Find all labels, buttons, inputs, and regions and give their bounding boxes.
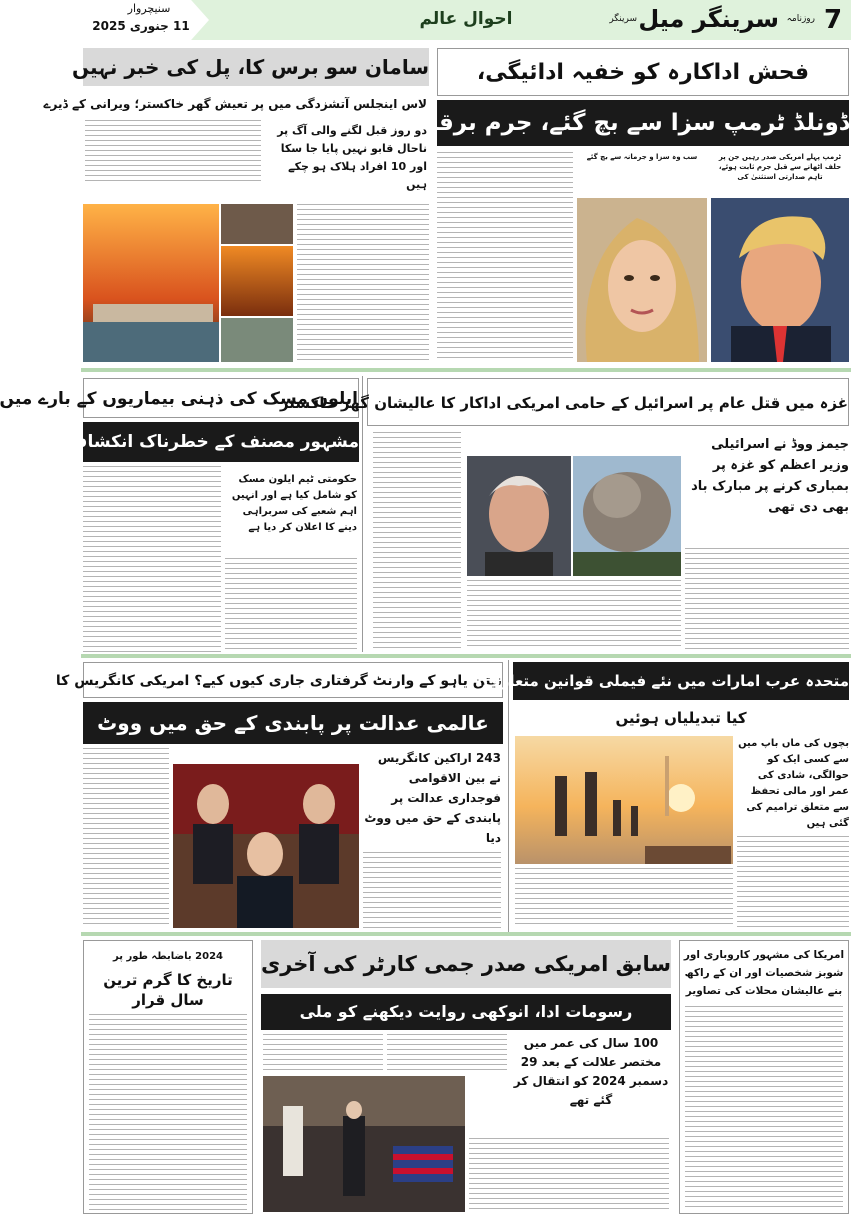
trump-headline: ڈونلڈ ٹرمپ سزا سے بچ گئے، جرم برقرار (437, 100, 849, 146)
uae-photo (515, 736, 733, 864)
netanyahu-body-text-1 (83, 748, 169, 928)
woods-body-text-3 (685, 548, 849, 650)
musk-headline: مشہور مصنف کے خطرناک انکشافات (83, 422, 359, 462)
musk-kicker: ایلون مسک کی ذہنی بیماریوں کے بارے میں (83, 378, 359, 418)
trump-kicker: فحش اداکارہ کو خفیہ ادائیگی، (437, 48, 849, 96)
netanyahu-kicker: نیتن یاہو کے وارنٹ گرفتاری جاری کیوں کیے؟ امریکی کانگریس کا (83, 662, 503, 698)
carter-body-text-1 (263, 1034, 383, 1074)
rule-3 (81, 932, 851, 936)
hottest-headline: تاریخ کا گرم ترین سال قرار (103, 971, 233, 1009)
fire-photo-main (83, 204, 219, 362)
rule-2 (81, 654, 851, 658)
fire-photo-bottom (221, 318, 293, 362)
paper-name: سرینگر میل (638, 5, 779, 33)
fire-photo-mid (221, 246, 293, 316)
date-label: 11 جنوری 2025 (92, 19, 190, 33)
hottest-kicker: 2024 باضابطہ طور پر (113, 951, 223, 962)
woods-photo (467, 456, 571, 576)
musk-callout: حکومتی ٹیم ایلون مسک کو شامل کیا ہے اور انہیں اہم شعبے کی سربراہی دینے کا اعلان کر دیا ہے (231, 474, 357, 533)
woods-body-text-1 (373, 432, 461, 650)
paper-prefix: روزنامہ (786, 14, 815, 24)
woods-headline: غزہ میں قتل عام پر اسرائیل کے حامی امریکی اداکار کا عالیشان گھر خاکستر (367, 378, 849, 426)
paper-city: سرینگر (609, 14, 637, 24)
netanyahu-callout: 243 اراکین کانگریس نے بین الاقوامی فوجداری عدالت پر پابندی کے حق میں ووٹ دیا (364, 751, 501, 845)
rule-v-2 (508, 660, 509, 932)
fire-intro-text (85, 120, 261, 182)
uae-subhead: کیا تبدیلیاں ہوئیں (615, 709, 747, 727)
fire-photo-top (221, 204, 293, 244)
smoke-photo (573, 456, 681, 576)
carter-headline: سابق امریکی صدر جمی کارٹر کی آخری (261, 940, 671, 988)
woods-body-text-2 (467, 580, 681, 650)
rule-1 (81, 368, 851, 372)
uae-body-text-1 (737, 836, 849, 928)
trump-body-text (437, 152, 573, 360)
woods-callout: جیمز ووڈ نے اسرائیلی وزیر اعظم کو غزہ پر بمباری کرنے پر مبارک باد بھی دی تھی (691, 437, 849, 515)
musk-body-text-2 (225, 558, 357, 652)
carter-callout: 100 سال کی عمر میں مختصر علالت کے بعد 29 دسمبر 2024 کو انتقال کر گئے تھے (513, 1036, 669, 1107)
uae-headline: متحدہ عرب امارات میں نئے فیملی قوانین متعارف؛ (513, 662, 849, 700)
daniels-photo (577, 198, 707, 362)
carter-body-text-2 (387, 1034, 507, 1074)
netanyahu-photo (173, 764, 359, 928)
fire-body-text (297, 204, 429, 360)
carter-body-text-3 (469, 1138, 669, 1212)
page-number: 7 (823, 5, 843, 35)
musk-body-text-1 (83, 466, 221, 652)
uae-callout: بچوں کی ماں باپ میں سے کسی ایک کو حوالگی، شادی کی عمر اور مالی تحفظ سے متعلق ترامیم کی گئی ہیں (738, 738, 849, 829)
trump-photo (711, 198, 849, 362)
uae-body-text-2 (515, 868, 733, 928)
fire-headline: سامان سو برس کا، پل کی خبر نہیں (83, 48, 429, 86)
trump-photo-caption: ٹرمپ پہلے امریکی صدر رہیں جن پر حلف اٹھانے سے قبل جرم ثابت ہوئے، تاہم صدارتی استثنیٰ کی (718, 153, 842, 181)
mansions-body-text (685, 1006, 843, 1210)
netanyahu-headline: عالمی عدالت پر پابندی کے حق میں ووٹ (83, 702, 503, 744)
carter-funeral-photo (263, 1076, 465, 1212)
carter-subhead: رسومات ادا، انوکھی روایت دیکھنے کو ملی (261, 994, 671, 1030)
section-title: احوال عالم (419, 9, 513, 29)
hottest-body-text (89, 1014, 247, 1210)
fire-subhead: لاس اینجلس آتشزدگی میں پر تعیش گھر خاکستر؛ ویرانی کے ڈیرے (43, 97, 427, 111)
fire-callout: دو روز قبل لگنے والی آگ پر ناحال قابو نہیں پایا جا سکا اور 10 افراد ہلاک ہو چکے ہیں (277, 124, 427, 191)
day-label: سنیچروار (127, 2, 171, 15)
daniels-photo-caption: سب وہ سزا و جرمانہ سے بچ گئے (586, 153, 698, 161)
netanyahu-body-text-2 (363, 852, 501, 928)
mansions-headline: امریکا کی مشہور کاروباری اور شوبز شخصیات اور ان کے راکھ بنے عالیشان محلات کی تصاویر (683, 949, 845, 997)
